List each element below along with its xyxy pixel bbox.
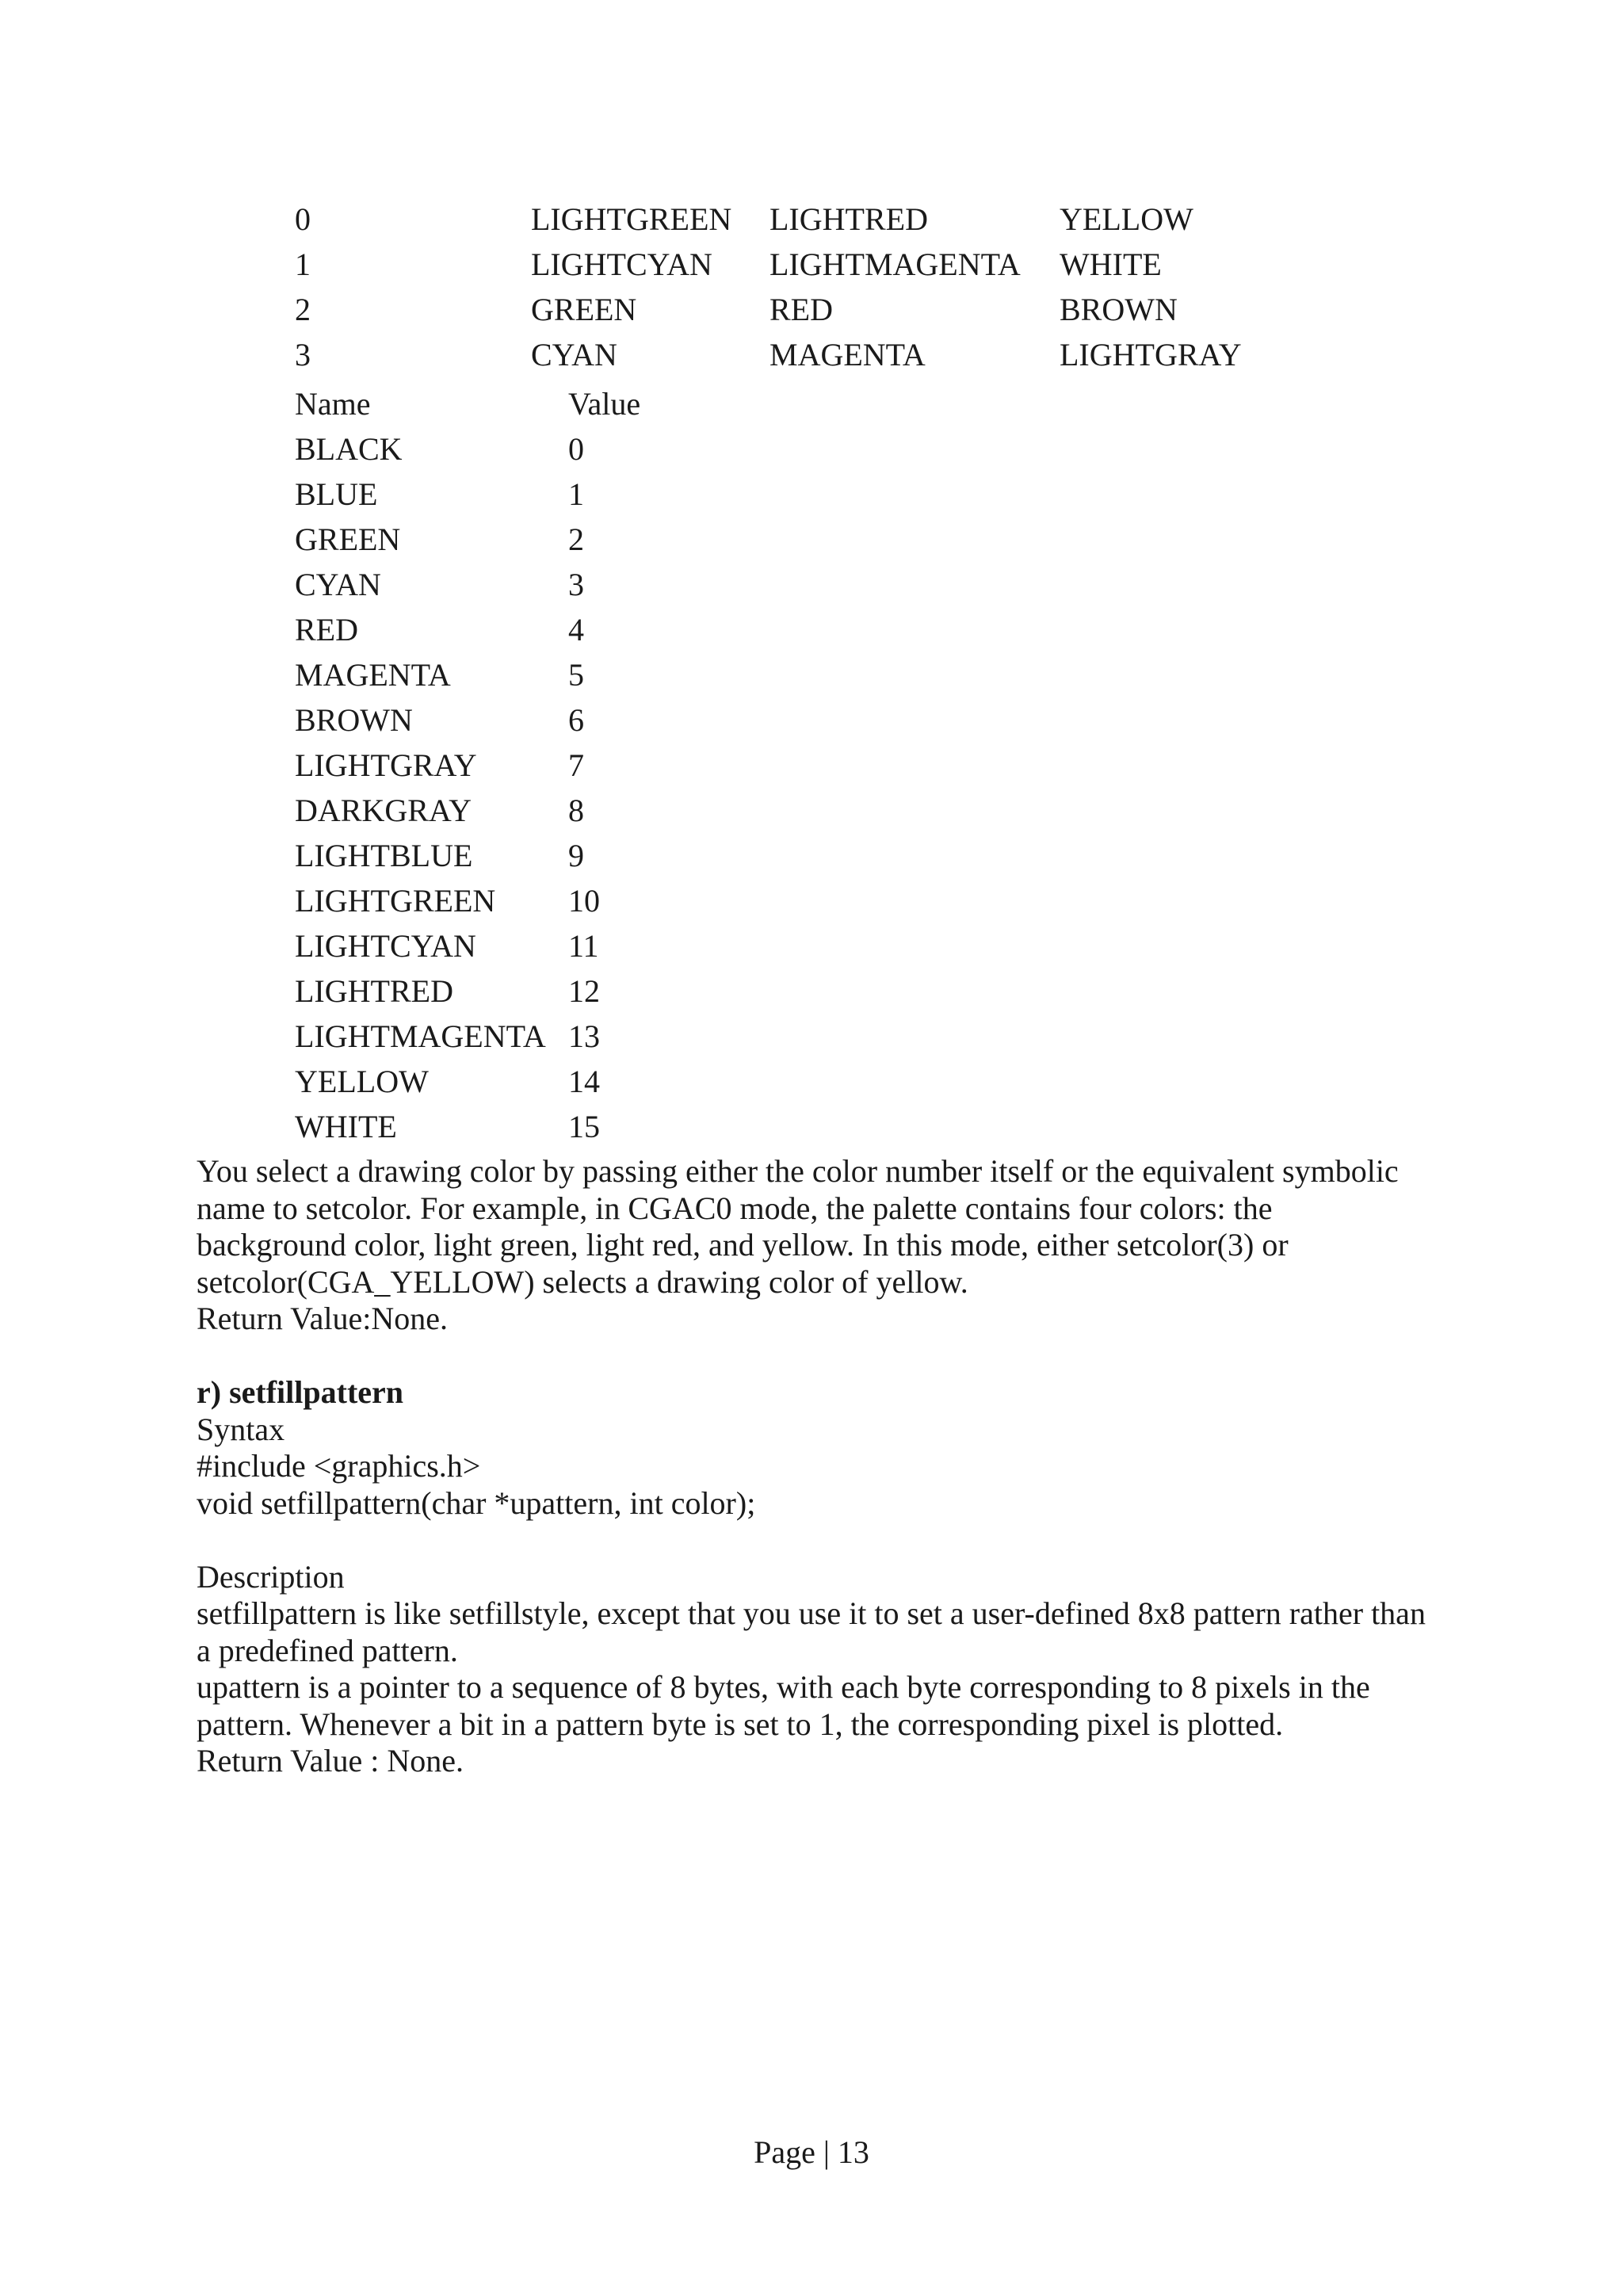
color-value: 1 (568, 476, 584, 512)
color-name: LIGHTMAGENTA (295, 1018, 546, 1054)
setfillpattern-return-value: Return Value : None. (197, 1743, 464, 1778)
color-name: CYAN (295, 567, 381, 602)
cga-palette-table (295, 197, 1297, 377)
table-row (295, 878, 663, 923)
setcolor-description-line: setcolor(CGA_YELLOW) selects a drawing color of yellow. (197, 1263, 968, 1300)
function-prototype: void setfillpattern(char *upattern, int color); (197, 1484, 756, 1521)
table-row (295, 1104, 663, 1149)
color-name: BLACK (295, 431, 403, 467)
color-name: BLUE (295, 476, 378, 512)
description-line: setfillpattern is like setfillstyle, except that you use it to set a user-defined 8x8 pattern rather than (197, 1595, 1426, 1631)
table-row (295, 607, 663, 652)
color-name-value-table (295, 381, 663, 1149)
palette-color-1: CYAN (531, 337, 617, 372)
table-row (295, 743, 663, 788)
palette-row (295, 242, 1297, 287)
setcolor-return-value: Return Value:None. (197, 1301, 448, 1336)
color-name: LIGHTBLUE (295, 838, 473, 873)
table-header-row (295, 381, 663, 426)
palette-color-2: LIGHTRED (769, 201, 928, 237)
paragraph-gap (197, 1338, 1433, 1375)
palette-color-1: LIGHTCYAN (531, 246, 712, 282)
color-value: 6 (568, 702, 584, 738)
palette-color-2: MAGENTA (769, 337, 926, 372)
color-name: WHITE (295, 1109, 397, 1144)
color-value: 12 (568, 973, 600, 1009)
setcolor-description-line: background color, light green, light red, and yellow. In this mode, either setcolor(3) or (197, 1227, 1289, 1263)
section-heading: r) setfillpattern (197, 1374, 404, 1410)
page-number: Page | 13 (754, 2134, 869, 2170)
color-name: LIGHTGRAY (295, 747, 477, 783)
table-row (295, 1014, 663, 1059)
table-row (295, 652, 663, 697)
color-name: RED (295, 612, 358, 648)
table-row (295, 968, 663, 1014)
palette-row (295, 332, 1297, 377)
color-value: 15 (568, 1109, 600, 1144)
color-value: 0 (568, 431, 584, 467)
palette-color-3: WHITE (1060, 246, 1162, 282)
table-row (295, 788, 663, 833)
color-value: 7 (568, 747, 584, 783)
description-line: a predefined pattern. (197, 1632, 458, 1668)
palette-number: 1 (295, 246, 311, 282)
color-name: LIGHTRED (295, 973, 453, 1009)
palette-number: 2 (295, 292, 311, 327)
palette-color-3: LIGHTGRAY (1060, 337, 1242, 372)
value-column-header: Value (568, 386, 641, 422)
table-row (295, 426, 663, 472)
palette-color-1: LIGHTGREEN (531, 201, 732, 237)
palette-color-3: BROWN (1060, 292, 1178, 327)
color-name: DARKGRAY (295, 793, 472, 828)
palette-color-2: LIGHTMAGENTA (769, 246, 1021, 282)
table-row (295, 1059, 663, 1104)
description-line: upattern is a pointer to a sequence of 8 bytes, with each byte corresponding to 8 pixels in the (197, 1669, 1370, 1705)
palette-number: 3 (295, 337, 311, 372)
table-row (295, 517, 663, 562)
palette-color-2: RED (769, 292, 833, 327)
table-row (295, 923, 663, 968)
description-label: Description (197, 1558, 345, 1595)
color-name: YELLOW (295, 1064, 429, 1099)
color-value: 13 (568, 1018, 600, 1054)
palette-color-1: GREEN (531, 292, 637, 327)
table-row (295, 472, 663, 517)
color-name: LIGHTCYAN (295, 928, 476, 964)
palette-color-3: YELLOW (1060, 201, 1193, 237)
description-line: pattern. Whenever a bit in a pattern byte is set to 1, the corresponding pixel is plotted. (197, 1706, 1284, 1742)
page-footer (0, 2134, 1623, 2171)
color-value: 2 (568, 521, 584, 557)
name-column-header: Name (295, 386, 371, 422)
palette-row (295, 197, 1297, 242)
include-line: #include <graphics.h> (197, 1448, 481, 1484)
palette-row (295, 287, 1297, 332)
color-value: 14 (568, 1064, 600, 1099)
color-name: LIGHTGREEN (295, 883, 496, 919)
color-value: 4 (568, 612, 584, 648)
color-name: MAGENTA (295, 657, 451, 693)
palette-number: 0 (295, 201, 311, 237)
table-row (295, 697, 663, 743)
syntax-label: Syntax (197, 1411, 285, 1447)
color-value: 3 (568, 567, 584, 602)
body-text (197, 1153, 1433, 1780)
setcolor-description-line: You select a drawing color by passing either the color number itself or the equivalent symbolic (197, 1153, 1399, 1189)
color-value: 10 (568, 883, 600, 919)
color-name: BROWN (295, 702, 413, 738)
table-row (295, 562, 663, 607)
color-value: 8 (568, 793, 584, 828)
paragraph-gap (197, 1522, 1433, 1559)
color-value: 5 (568, 657, 584, 693)
color-value: 9 (568, 838, 584, 873)
color-name: GREEN (295, 521, 401, 557)
color-value: 11 (568, 928, 599, 964)
table-row (295, 833, 663, 878)
setcolor-description-line: name to setcolor. For example, in CGAC0 mode, the palette contains four colors: the (197, 1190, 1273, 1226)
